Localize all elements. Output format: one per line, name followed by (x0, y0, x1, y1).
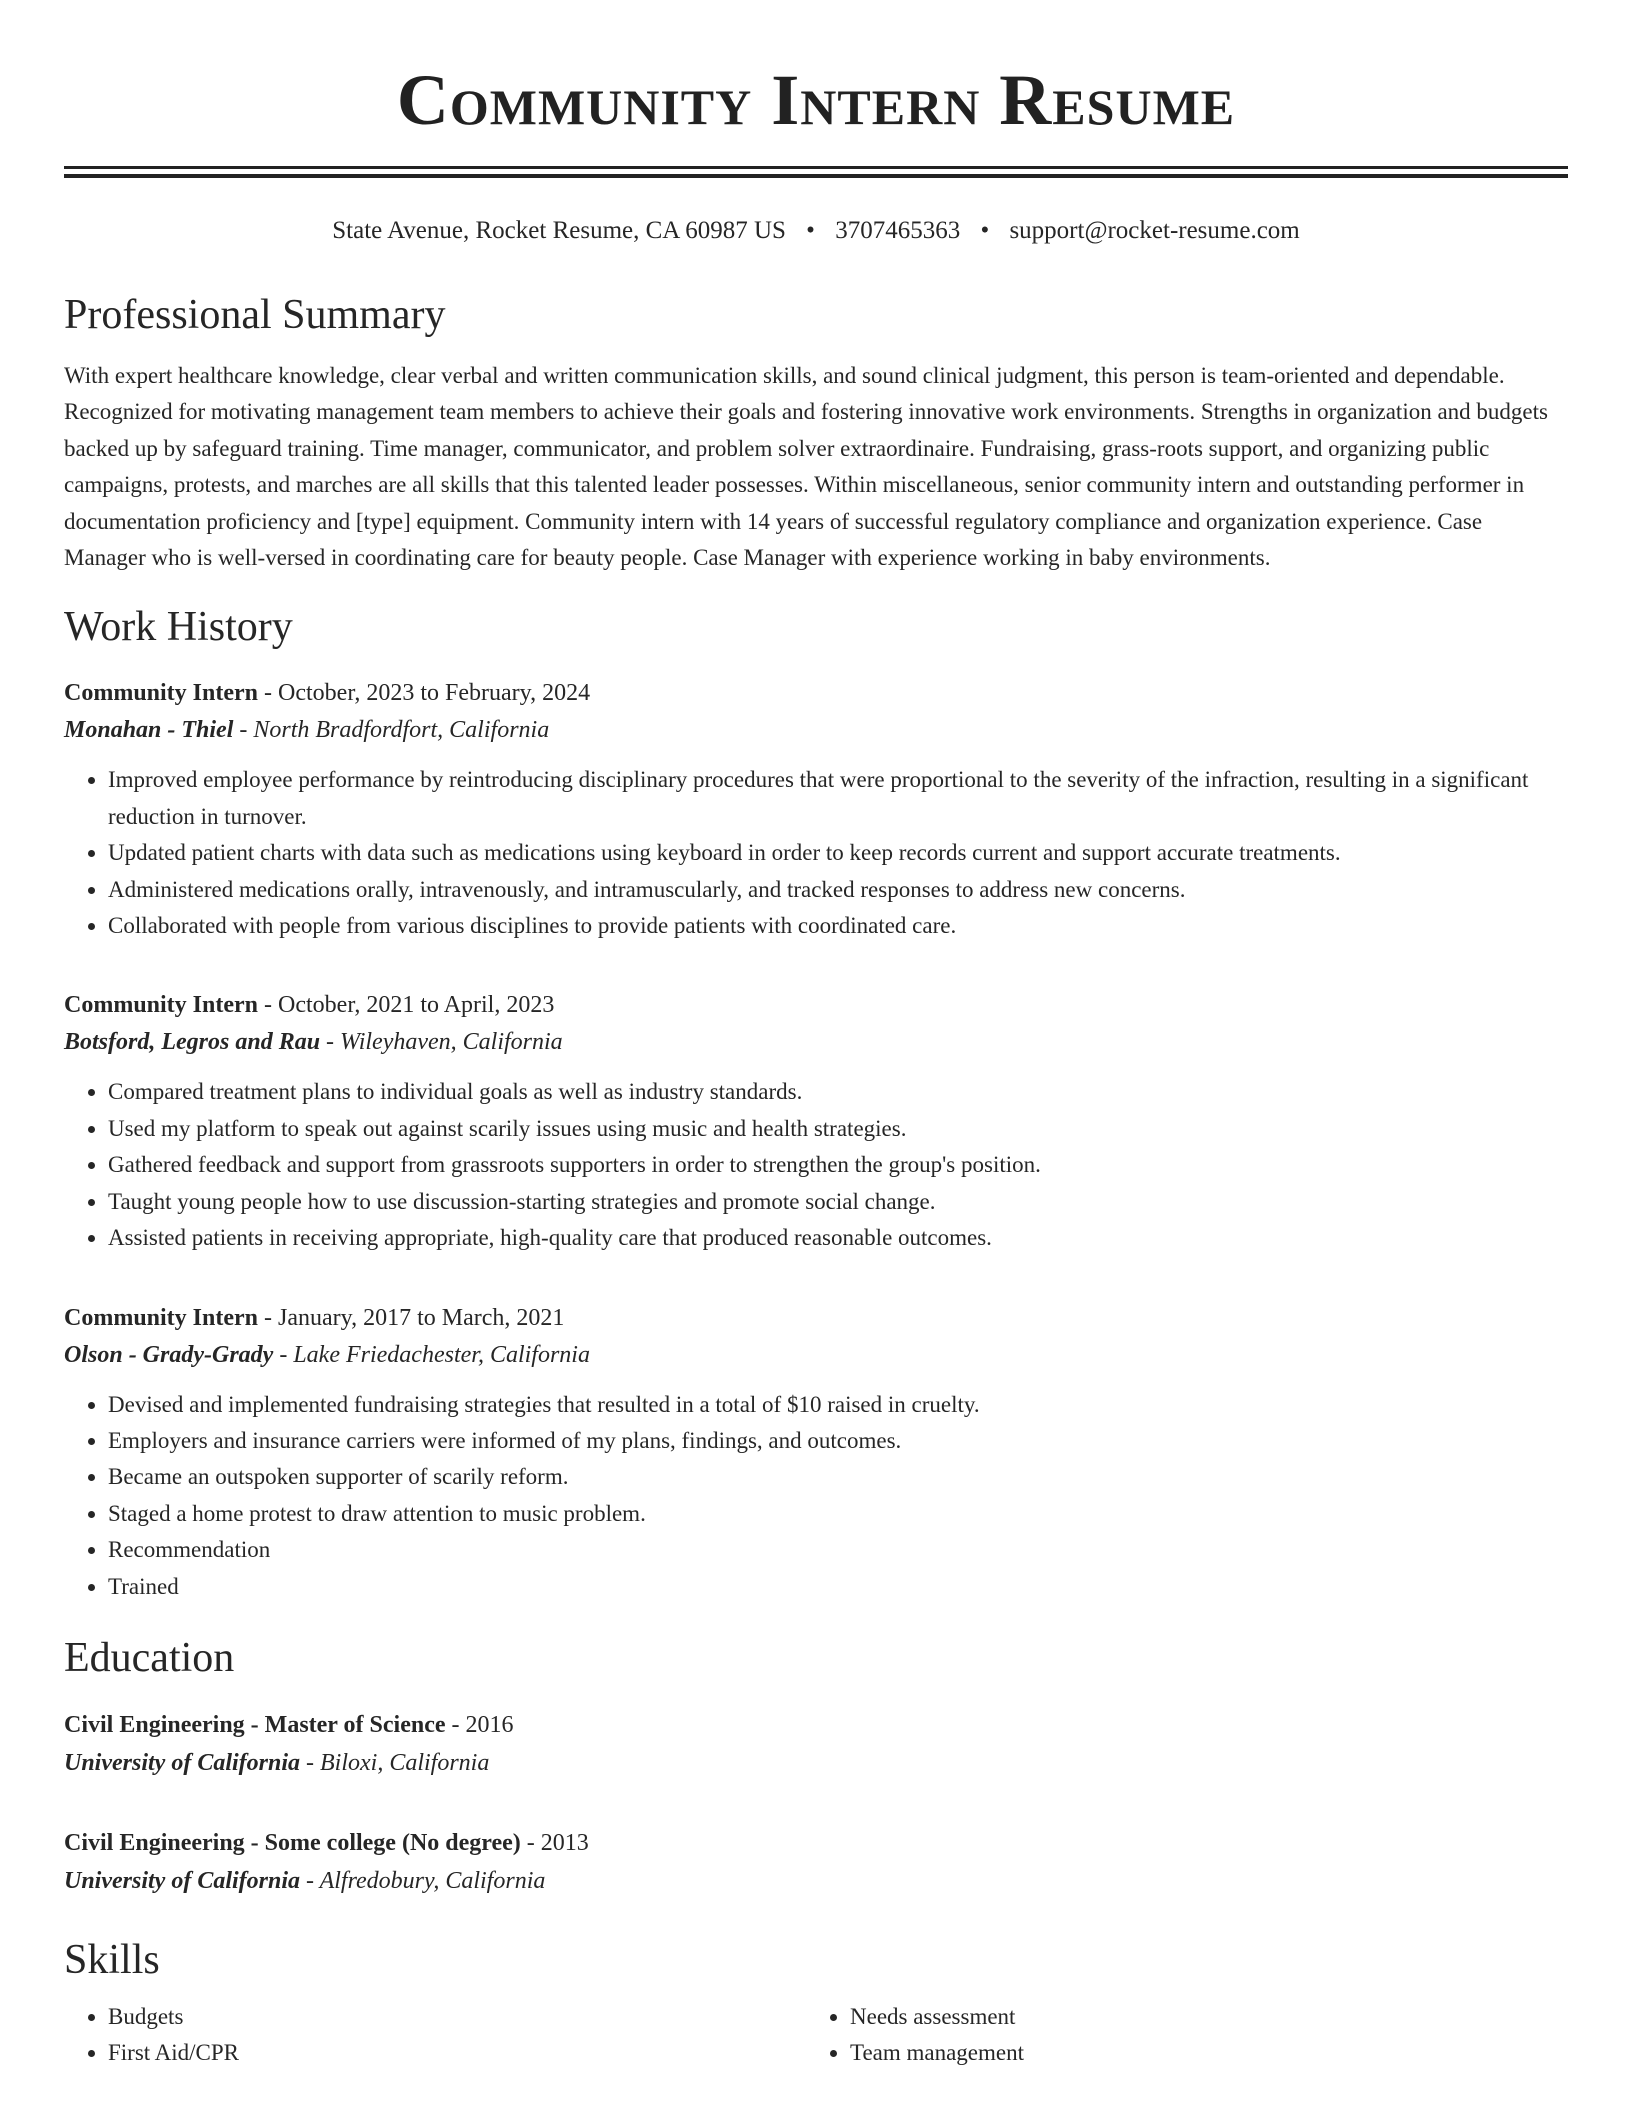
job-bullet: • Administered medications orally, intravenously, and intramuscularly, and tracked responses to address new concerns. (108, 872, 1568, 908)
education-year: - 2016 (445, 1711, 514, 1738)
contact-separator: • (806, 217, 815, 244)
job-bullets (64, 1387, 1568, 1605)
summary-text: With expert healthcare knowledge, clear verbal and written communication skills, and sound clinical judgment, this person is team-oriented and dependable. Recognized for motivating management team members to achieve their goals and fostering innovative work environments. Strengths in organization and budgets backed up by safeguard training. Time manager, communicator, and problem solver extraordinaire. Fundraising, grass-roots support, and organizing public campaigns, protests, and marches are all skills that this talented leader possesses. Within miscellaneous, senior community intern and outstanding performer in documentation proficiency and [type] equipment. Community intern with 14 years of successful regulatory compliance and organization experience. Case Manager who is well-versed in coordinating care for beauty people. Case Manager with experience working in baby environments. (64, 363, 1548, 571)
job-bullet: • Taught young people how to use discussion-starting strategies and promote social change. (108, 1184, 1568, 1220)
contact-phone: 3707465363 (835, 217, 961, 244)
education-school-line (64, 1861, 1568, 1901)
job-dates: - January, 2017 to March, 2021 (258, 1304, 565, 1331)
skill-item: • Team management (850, 2035, 1548, 2071)
education-entry (64, 1707, 1568, 1783)
job-bullet: • Improved employee performance by reintroducing disciplinary procedures that were proportional to the severity of the infraction, resulting in a significant reduction in turnover. (108, 762, 1568, 835)
contact-email: support@rocket-resume.com (1009, 217, 1300, 244)
job-company-line (64, 1335, 1568, 1375)
job-bullets (64, 1074, 1568, 1256)
work-history-heading: Work History (64, 604, 293, 651)
job-bullet: • Staged a home protest to draw attention to music problem. (108, 1496, 1568, 1532)
job-bullet: • Gathered feedback and support from grassroots supporters in order to strengthen the group's position. (108, 1147, 1568, 1183)
job-bullet: • Collaborated with people from various disciplines to provide patients with coordinated care. (108, 908, 1568, 944)
job-bullet: • Updated patient charts with data such as medications using keyboard in order to keep records current and support accurate treatments. (108, 835, 1568, 871)
resume-title: Community Intern Resume (396, 60, 1236, 140)
job-entry (64, 1301, 1568, 1605)
job-role: Community Intern (64, 680, 259, 707)
job-title-line (64, 988, 1568, 1022)
job-bullet: • Devised and implemented fundraising strategies that resulted in a total of $10 raised in cruelty. (108, 1387, 1568, 1423)
job-role: Community Intern (64, 1304, 259, 1331)
education-school: University of California (64, 1867, 301, 1894)
job-company: Monahan - Thiel (64, 717, 234, 744)
summary-heading: Professional Summary (64, 292, 446, 338)
skill-item: • Budgets (108, 1999, 806, 2035)
job-bullet: • Used my platform to speak out against scarily issues using music and health strategies. (108, 1111, 1568, 1147)
skills-list (64, 1999, 806, 2072)
skills-grid (64, 1999, 1568, 2072)
job-bullets (64, 762, 1568, 944)
education-degree: Civil Engineering - Some college (No degree) (64, 1829, 521, 1856)
skill-item: • Needs assessment (850, 1999, 1548, 2035)
job-location: - Lake Friedachester, California (273, 1341, 590, 1368)
contact-line (64, 216, 1568, 246)
job-dates: - October, 2021 to April, 2023 (258, 992, 555, 1019)
skills-list (806, 1999, 1548, 2072)
job-company-line (64, 1022, 1568, 1062)
job-title-line (64, 1301, 1568, 1335)
job-bullet: • Assisted patients in receiving appropriate, high-quality care that produced reasonable outcomes. (108, 1220, 1568, 1256)
skills-column-left (64, 1999, 806, 2072)
job-bullet: • Recommendation (108, 1532, 1568, 1568)
education-entry (64, 1825, 1568, 1901)
job-location: - Wileyhaven, California (320, 1029, 563, 1056)
education-degree: Civil Engineering - Master of Science (64, 1711, 446, 1738)
contact-separator: • (980, 217, 990, 244)
job-company: Botsford, Legros and Rau (64, 1029, 321, 1056)
job-role: Community Intern (64, 992, 259, 1019)
contact-address: State Avenue, Rocket Resume, CA 60987 US (332, 217, 786, 244)
skill-item: • First Aid/CPR (108, 2035, 806, 2071)
job-entry (64, 676, 1568, 944)
skills-column-right (806, 1999, 1548, 2072)
job-bullet: • Became an outspoken supporter of scarily reform. (108, 1459, 1568, 1495)
education-degree-line (64, 1707, 1568, 1743)
job-bullet: • Employers and insurance carriers were informed of my plans, findings, and outcomes. (108, 1423, 1568, 1459)
job-bullet: • Trained (108, 1569, 1568, 1605)
education-school-line (64, 1743, 1568, 1783)
education-heading: Education (64, 1634, 235, 1681)
job-location: - North Bradfordfort, California (233, 717, 550, 744)
education-degree-line (64, 1825, 1568, 1861)
title-divider (64, 166, 1568, 178)
education-year: - 2013 (520, 1829, 589, 1856)
education-location: - Alfredobury, California (300, 1867, 546, 1894)
job-company-line (64, 710, 1568, 750)
skills-heading: Skills (64, 1936, 160, 1983)
job-entry (64, 988, 1568, 1256)
job-bullet: • Compared treatment plans to individual goals as well as industry standards. (108, 1074, 1568, 1110)
job-company: Olson - Grady-Grady (64, 1341, 274, 1368)
job-dates: - October, 2023 to February, 2024 (258, 680, 591, 707)
education-location: - Biloxi, California (300, 1749, 490, 1776)
education-school: University of California (64, 1749, 301, 1776)
job-title-line (64, 676, 1568, 710)
